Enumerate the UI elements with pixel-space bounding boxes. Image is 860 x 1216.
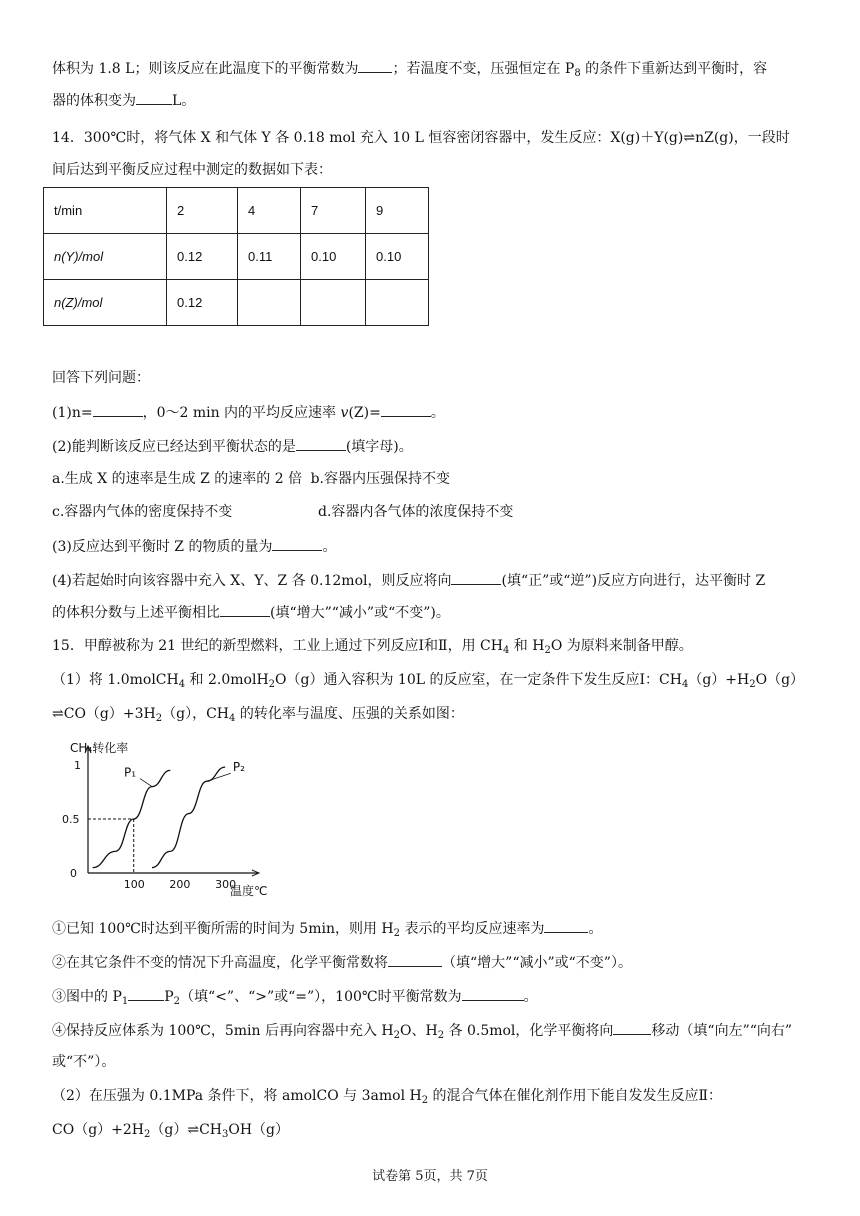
table-cell xyxy=(301,280,366,326)
option-row-ab xyxy=(52,469,450,489)
answer-blank[interactable] xyxy=(544,918,588,933)
answer-blank[interactable] xyxy=(451,570,501,585)
series-label-leader xyxy=(207,773,231,781)
series-label: P₂ xyxy=(232,760,245,775)
answer-blank[interactable] xyxy=(296,436,346,451)
answer-blank[interactable] xyxy=(462,986,524,1001)
question-14-stem: 14．300℃时，将气体 X 和气体 Y 各 0.18 mol 充入 10 L 恒容密闭容器中，发生反应：X(g)＋Y(g)⇌nZ(g)，一段时 xyxy=(52,130,790,146)
answer-blank[interactable] xyxy=(93,402,143,417)
answer-blank[interactable] xyxy=(220,602,270,617)
x-tick-label: 300 xyxy=(215,878,237,891)
series-label: P₁ xyxy=(124,765,137,780)
answer-blank[interactable] xyxy=(613,1020,651,1035)
part-1: (1)n= ，0～2 min 内的平均反应速率 v(Z)= 。 xyxy=(52,402,445,423)
reaction-equation: $CO(g)+2H_2(g)\rightleftharpoons CH_3OH(g)$ xyxy=(52,1122,290,1140)
y-tick-label: 0.5 xyxy=(62,813,80,826)
q15-part-1: （1）将 1.0molCH$_4$ 和 2.0molH$_2$O（g）通入容积为 10L 的反应室，在一定条件下发生反应Ⅰ：$CH_4(g)+H_2O(g)$ xyxy=(52,672,805,690)
table-cell: n(Y)/mol xyxy=(44,234,167,280)
sub-question-1: ①已知 100℃时达到平衡所需的时间为 5min，则用 $H_2$ 表示的平均反应速率为 。 xyxy=(52,918,602,939)
part-3: (3)反应达到平衡时 Z 的物质的量为 。 xyxy=(52,536,336,557)
answer-blank[interactable] xyxy=(272,536,322,551)
page-footer: 试卷第 5页，共 7页 xyxy=(372,1169,488,1184)
x-tick-label: 100 xyxy=(123,878,145,891)
q15-part-2: （2）在压强为 0.1MPa 条件下，将 amolCO 与 3amol $H_2$ 的混合气体在催化剂作用下能自发发生反应Ⅱ： xyxy=(52,1088,723,1106)
answer-blank[interactable] xyxy=(358,58,392,73)
text-line-1: 体积为 1.8 L；则该反应在此温度下的平衡常数为 ；若温度不变，压强恒定在 $P_8$ 的条件下重新达到平衡时，容 xyxy=(52,58,767,79)
table-cell xyxy=(238,280,301,326)
y-axis-label: CH₄转化率 xyxy=(70,741,129,755)
table-cell: 0.10 xyxy=(366,234,429,280)
table-row xyxy=(44,280,429,326)
data-table xyxy=(43,187,429,326)
sub-question-3: ③图中的 $P_1$ $P_2$（填“<”、“>”或“=”），100℃时平衡常数为 。 xyxy=(52,986,538,1007)
y-tick-label: 1 xyxy=(74,759,81,772)
x-axis-label: 温度℃ xyxy=(230,884,268,898)
answer-blank[interactable] xyxy=(128,986,164,1001)
table-cell: 4 xyxy=(238,188,301,234)
option-b: b.容器内压强保持不变 xyxy=(310,471,450,487)
option-row-cd xyxy=(52,502,513,522)
table-cell xyxy=(366,280,429,326)
answer-blank[interactable] xyxy=(388,952,442,967)
table-cell: 9 xyxy=(366,188,429,234)
x-tick-label: 200 xyxy=(169,878,191,891)
part-2: (2)能判断该反应已经达到平衡状态的是 (填字母)。 xyxy=(52,436,413,457)
series-label-leader xyxy=(140,779,152,787)
table-cell: n(Z)/mol xyxy=(44,280,167,326)
y-tick-label: 0 xyxy=(70,867,77,880)
table-cell: 7 xyxy=(301,188,366,234)
ch4-conversion-chart xyxy=(62,740,282,900)
sub-question-2: ②在其它条件不变的情况下升高温度，化学平衡常数将 （填“增大”“减小”或“不变”）。 xyxy=(52,952,632,973)
table-row xyxy=(44,188,429,234)
question-14-stem-2: 间后达到平衡反应过程中测定的数据如下表： xyxy=(52,162,332,178)
table-cell: 0.10 xyxy=(301,234,366,280)
table-cell: 0.12 xyxy=(167,280,238,326)
sub-question-4: ④保持反应体系为 100℃，5min 后再向容器中充入 $H_2O$、$H_2$ 各 0.5mol，化学平衡将向 移动（填“向左”“向右” xyxy=(52,1020,792,1041)
option-a: a.生成 X 的速率是生成 Z 的速率的 2 倍 xyxy=(52,471,303,487)
table-row xyxy=(44,234,429,280)
answer-blank[interactable] xyxy=(381,402,431,417)
table-cell: 0.11 xyxy=(238,234,301,280)
sub-question-4-cont: 或“不”）。 xyxy=(52,1054,116,1070)
table-cell: 0.12 xyxy=(167,234,238,280)
part-4: (4)若起始时向该容器中充入 X、Y、Z 各 0.12mol，则反应将向 (填“正”或“逆”)反应方向进行，达平衡时 Z xyxy=(52,570,765,591)
answer-prompt: 回答下列问题： xyxy=(52,370,150,386)
table-cell: 2 xyxy=(167,188,238,234)
question-15-stem: 15．甲醇被称为 21 世纪的新型燃料，工业上通过下列反应Ⅰ和Ⅱ，用 $CH_4$ 和 $H_2O$ 为原料来制备甲醇。 xyxy=(52,638,693,656)
series-line-2 xyxy=(152,767,225,867)
text-line-2: 器的体积变为 L。 xyxy=(52,90,195,111)
part-4-cont: 的体积分数与上述平衡相比 (填“增大”“减小”或“不变”)。 xyxy=(52,602,450,623)
option-d: d.容器内各气体的浓度保持不变 xyxy=(318,504,514,520)
table-cell: t/min xyxy=(44,188,167,234)
q15-part-1-cont: $\rightleftharpoons CO(g)+3H_2(g)$，$CH_4$ 的转化率与温度、压强的关系如图： xyxy=(52,706,464,724)
answer-blank[interactable] xyxy=(136,90,172,105)
option-c: c.容器内气体的密度保持不变 xyxy=(52,504,233,520)
